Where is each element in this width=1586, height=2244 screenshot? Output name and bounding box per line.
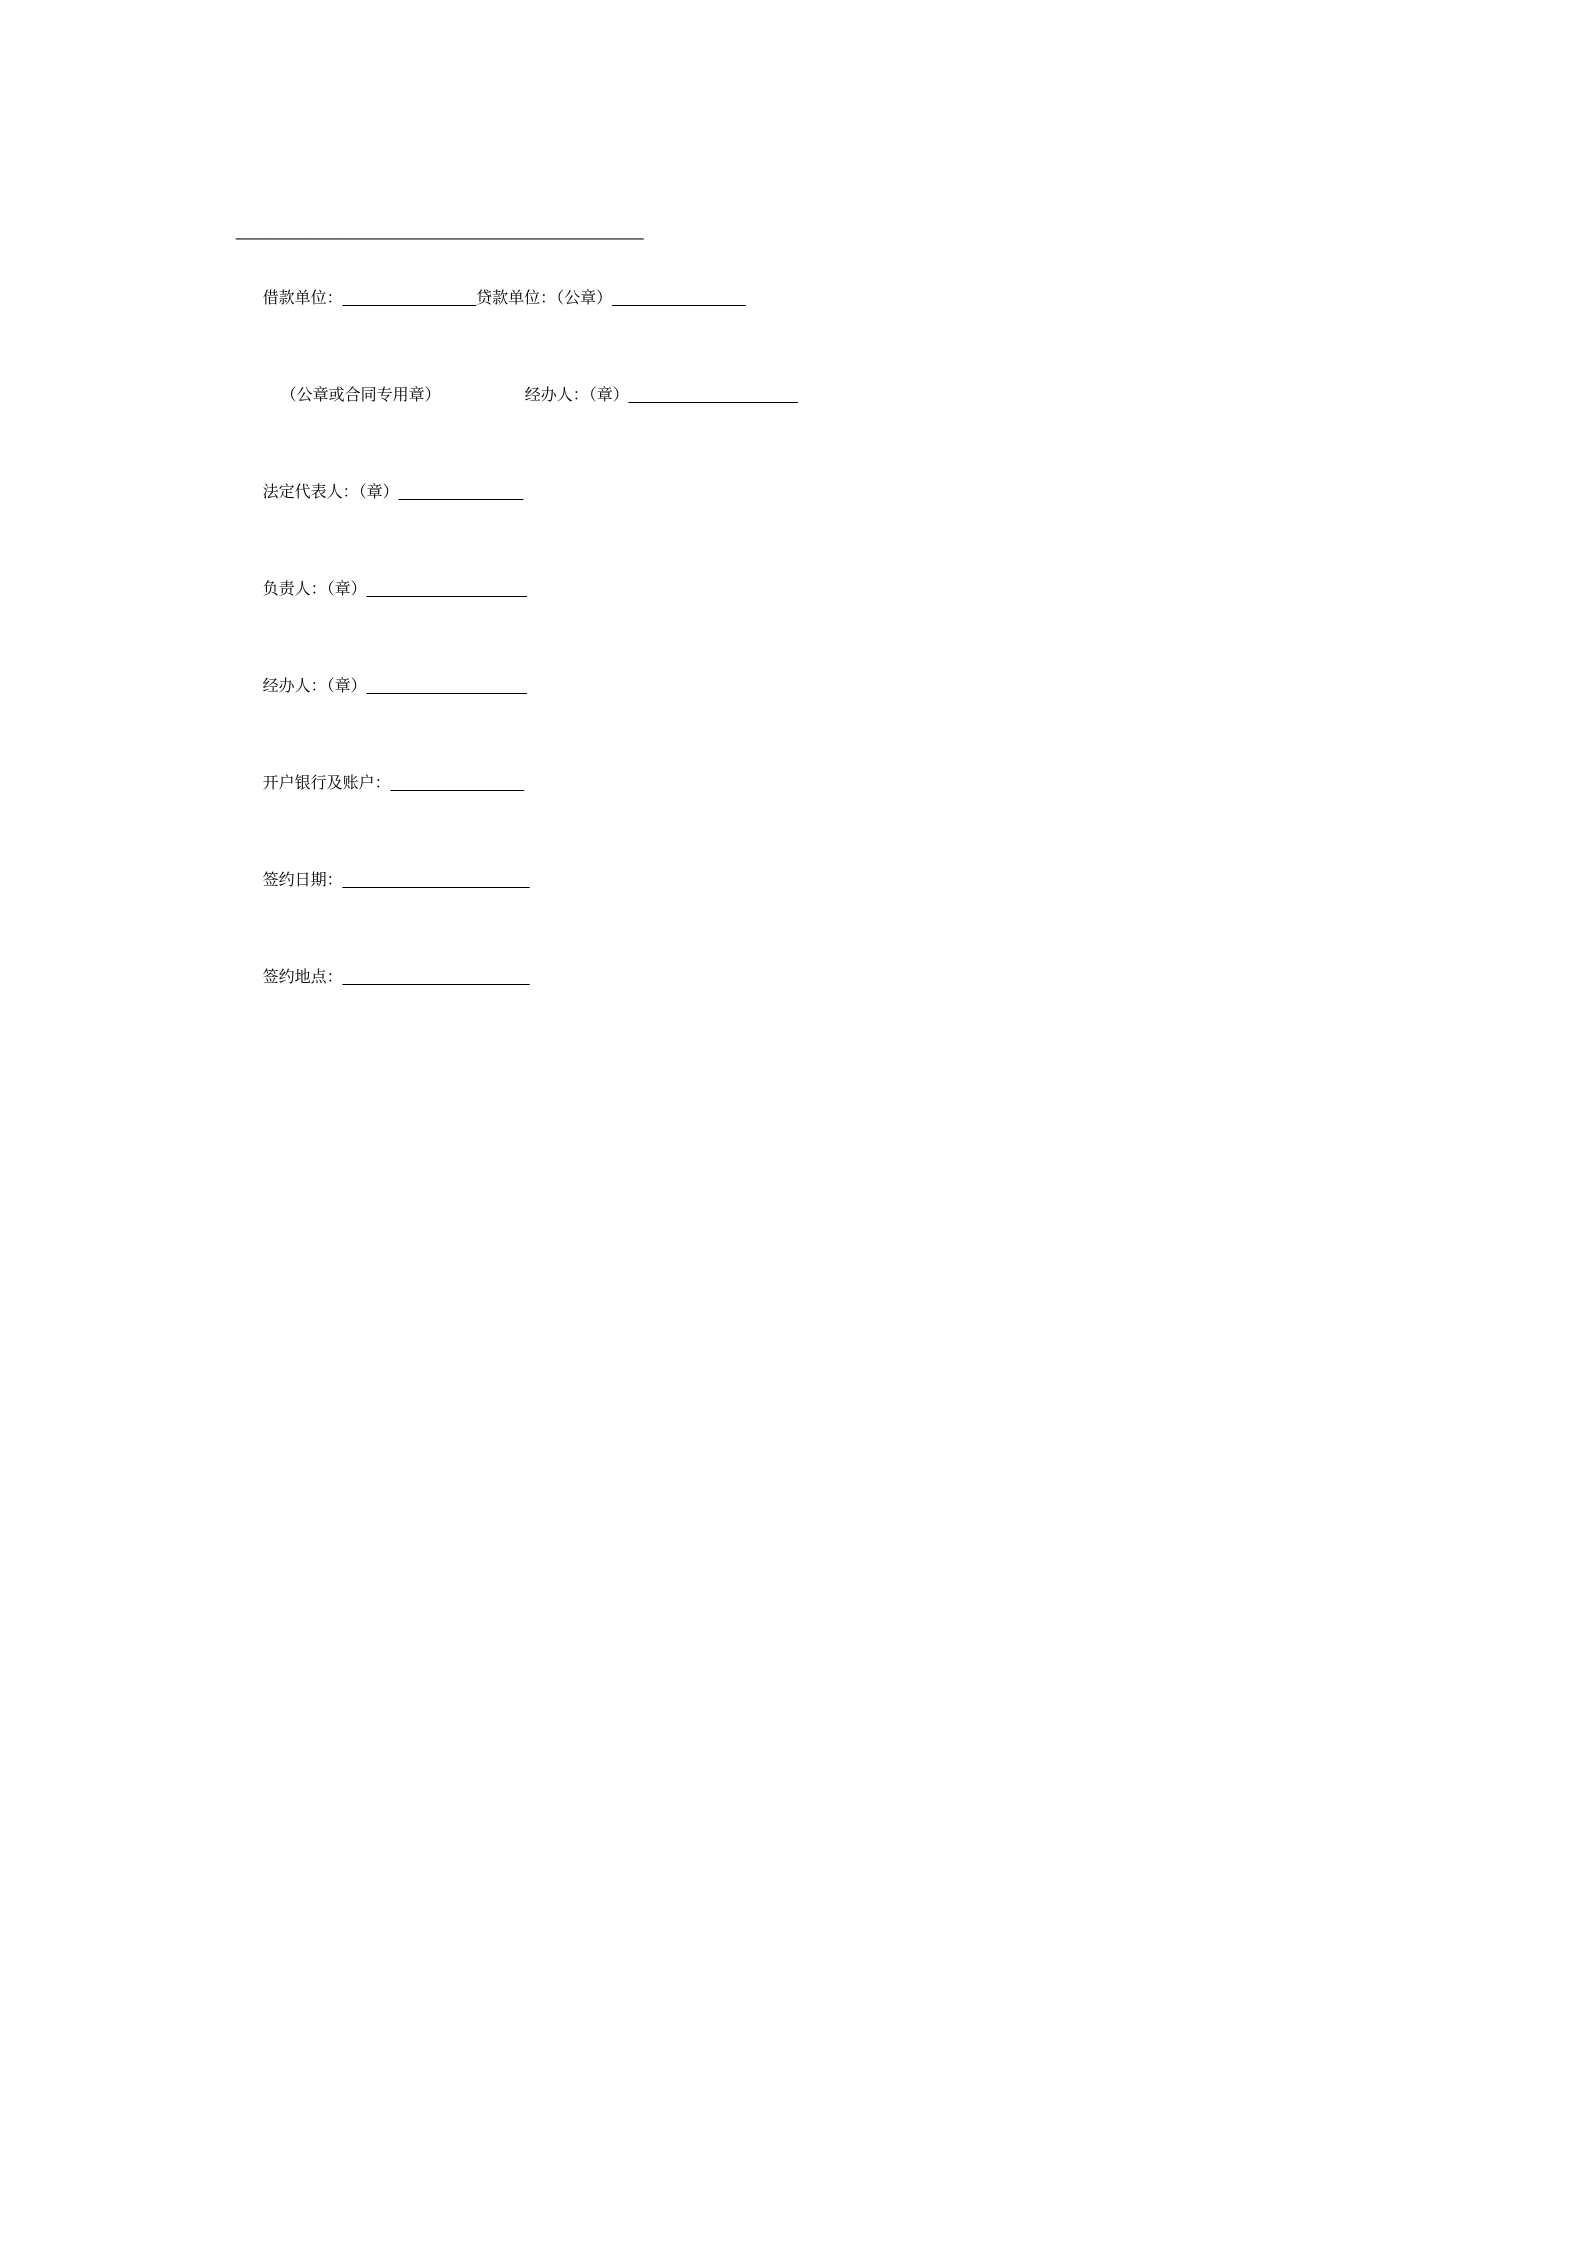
- signature-row-sign-place: [236, 946, 1416, 1005]
- signature-row-responsible-person: [236, 558, 1416, 617]
- signature-block: [236, 210, 1416, 1043]
- top-divider-rule: _______________________: [236, 208, 645, 243]
- signature-row-legal-rep: [236, 461, 1416, 520]
- official-seal-note: （公章或合同专用章）: [280, 387, 441, 404]
- sign-place-label: 签约地点：_____________________: [262, 969, 530, 986]
- signature-row-sign-date: [236, 849, 1416, 908]
- responsible-person-label: 负责人：（章）__________________: [262, 581, 527, 598]
- signature-row-agent: [236, 655, 1416, 714]
- bank-account-label: 开户银行及账户：_______________: [262, 775, 525, 792]
- lender-unit-label: 贷款单位：（公章）_______________: [476, 290, 746, 307]
- agent-label: 经办人：（章）__________________: [262, 678, 527, 695]
- lender-agent-label: 经办人：（章）___________________: [524, 387, 798, 404]
- sign-date-label: 签约日期：_____________________: [262, 872, 530, 889]
- borrower-unit-label: 借款单位：_______________: [262, 290, 477, 307]
- signature-row-borrower: [236, 267, 1416, 326]
- signature-row-bank-account: [236, 752, 1416, 811]
- signature-row-seal: [236, 364, 1416, 423]
- legal-representative-label: 法定代表人：（章）______________: [262, 484, 524, 501]
